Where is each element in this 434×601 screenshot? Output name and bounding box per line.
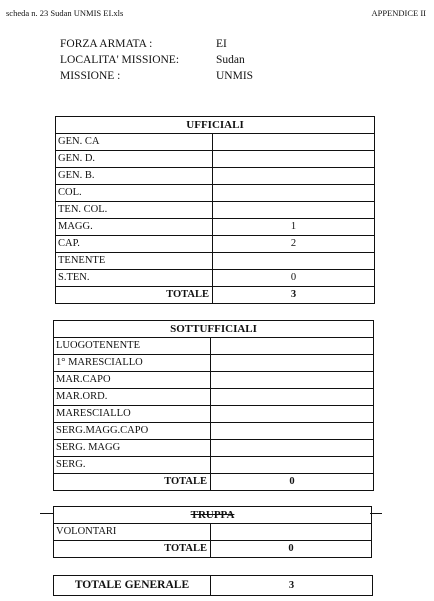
rank-count xyxy=(213,134,375,151)
rank-count: 1 xyxy=(213,219,375,236)
rank-count xyxy=(211,457,374,474)
rank-count xyxy=(213,168,375,185)
rank-count xyxy=(211,372,374,389)
table-row xyxy=(56,270,375,287)
rank-label: MAR.CAPO xyxy=(54,372,211,389)
table-row xyxy=(54,338,374,355)
rank-label: LUOGOTENENTE xyxy=(54,338,211,355)
table-row xyxy=(54,372,374,389)
forza-armata-value: EI xyxy=(216,38,227,50)
table-row xyxy=(54,457,374,474)
ufficiali-title: UFFICIALI xyxy=(56,117,375,134)
totale-generale-label: TOTALE GENERALE xyxy=(54,576,211,596)
rank-label: TENENTE xyxy=(56,253,213,270)
rank-label: TEN. COL. xyxy=(56,202,213,219)
rank-label: MAGG. xyxy=(56,219,213,236)
rank-count xyxy=(213,202,375,219)
table-row xyxy=(56,219,375,236)
table-row xyxy=(56,134,375,151)
truppa-title xyxy=(54,507,372,524)
margin-tick-left xyxy=(40,513,54,514)
table-row xyxy=(54,389,374,406)
ufficiali-table xyxy=(55,116,375,304)
rank-label: SERG.MAGG.CAPO xyxy=(54,423,211,440)
rank-label: SERG. MAGG xyxy=(54,440,211,457)
table-row xyxy=(56,168,375,185)
table-row xyxy=(54,423,374,440)
file-name: scheda n. 23 Sudan UNMIS EI.xls xyxy=(6,8,124,18)
table-row xyxy=(56,185,375,202)
rank-count xyxy=(211,423,374,440)
totale-generale-table xyxy=(53,575,373,596)
appendix-label: APPENDICE II xyxy=(371,8,426,18)
table-row xyxy=(54,406,374,423)
sottufficiali-title: SOTTUFFICIALI xyxy=(54,321,374,338)
rank-count xyxy=(211,440,374,457)
rank-count xyxy=(213,151,375,168)
total-row xyxy=(54,474,374,491)
table-row xyxy=(54,524,372,541)
rank-count xyxy=(211,355,374,372)
rank-label: GEN. B. xyxy=(56,168,213,185)
total-value: 3 xyxy=(213,287,375,304)
rank-label: S.TEN. xyxy=(56,270,213,287)
rank-label: 1° MARESCIALLO xyxy=(54,355,211,372)
rank-count: 0 xyxy=(213,270,375,287)
rank-count xyxy=(213,253,375,270)
localita-missione-label: LOCALITA' MISSIONE: xyxy=(60,54,180,66)
localita-missione-value: Sudan xyxy=(216,54,245,66)
rank-label: VOLONTARI xyxy=(54,524,211,541)
truppa-table xyxy=(53,506,372,558)
rank-count xyxy=(211,338,374,355)
table-row xyxy=(56,236,375,253)
rank-count xyxy=(211,389,374,406)
total-label: TOTALE xyxy=(54,474,211,491)
rank-label: SERG. xyxy=(54,457,211,474)
rank-label: GEN. CA xyxy=(56,134,213,151)
total-value: 0 xyxy=(211,541,372,558)
totale-generale-value: 3 xyxy=(211,576,373,596)
table-row xyxy=(56,151,375,168)
rank-count: 2 xyxy=(213,236,375,253)
missione-label: MISSIONE : xyxy=(60,70,121,82)
truppa-title-text: TRUPPA xyxy=(190,509,235,521)
rank-label: MAR.ORD. xyxy=(54,389,211,406)
rank-label: CAP. xyxy=(56,236,213,253)
sottufficiali-table xyxy=(53,320,374,491)
total-label: TOTALE xyxy=(56,287,213,304)
table-row xyxy=(54,355,374,372)
total-row xyxy=(56,287,375,304)
rank-label: GEN. D. xyxy=(56,151,213,168)
rank-count xyxy=(211,406,374,423)
forza-armata-label: FORZA ARMATA : xyxy=(60,38,153,50)
total-value: 0 xyxy=(211,474,374,491)
missione-value: UNMIS xyxy=(216,70,254,82)
rank-count xyxy=(211,524,372,541)
table-row xyxy=(56,253,375,270)
table-row xyxy=(56,202,375,219)
rank-label: COL. xyxy=(56,185,213,202)
total-label: TOTALE xyxy=(54,541,211,558)
rank-count xyxy=(213,185,375,202)
total-row xyxy=(54,541,372,558)
table-row xyxy=(54,440,374,457)
rank-label: MARESCIALLO xyxy=(54,406,211,423)
